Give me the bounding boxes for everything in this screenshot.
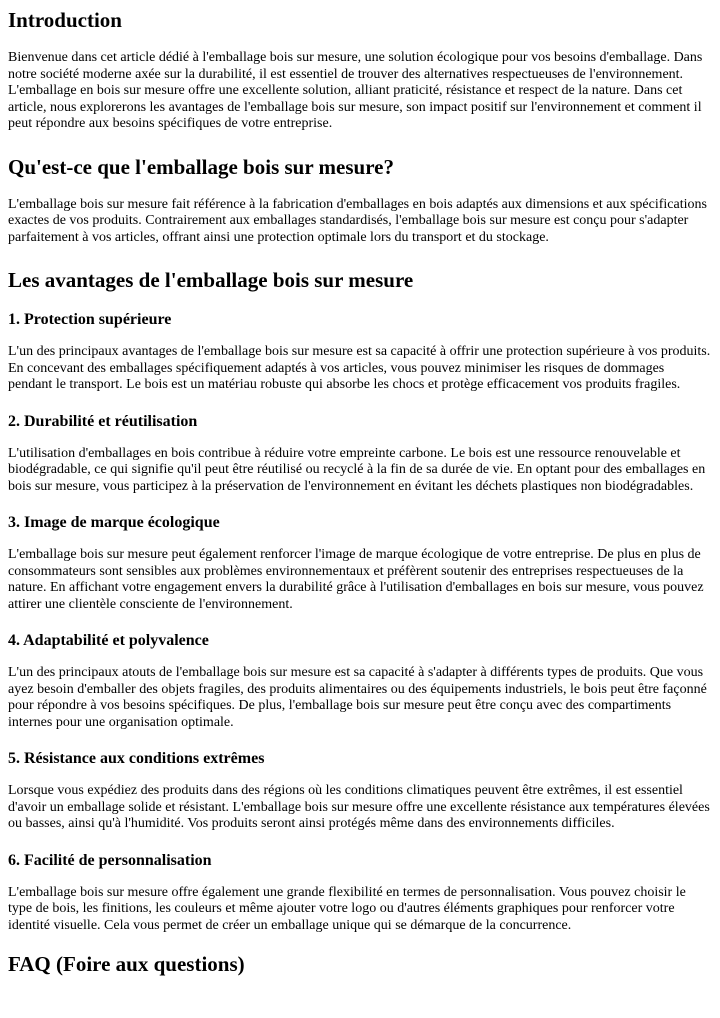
advantage-paragraph: L'emballage bois sur mesure offre également une grande flexibilité en termes de personnalisation. Vous pouvez choisir le type de bois, les finitions, les couleurs et même ajouter votre logo ou d'autres éléments graphiques pour renforcer votre identité visuelle. Cela vous permet de créer un emballage unique qui se démarque de la concurrence. (8, 884, 686, 933)
intro-section (8, 0, 712, 133)
advantage-heading: 3. Image de marque écologique (8, 514, 220, 531)
advantage-item (8, 749, 712, 833)
advantage-heading: 6. Facilité de personnalisation (8, 851, 212, 869)
advantage-paragraph: L'un des principaux avantages de l'emballage bois sur mesure est sa capacité à offrir une protection supérieure à vos produits. En concevant des emballages spécifiquement adaptés à vos articles, vous pouvez minimiser les risques de dommages pendant le transport. Le bois est un matériau robuste qui absorbe les chocs et protège efficacement vos produits fragiles. (8, 344, 711, 392)
advantage-item (8, 513, 712, 613)
advantage-item (8, 310, 712, 394)
definition-section (8, 155, 712, 247)
advantage-heading: 2. Durabilité et réutilisation (8, 412, 198, 430)
advantages-heading: Les avantages de l'emballage bois sur mesure (8, 268, 414, 292)
intro-heading: Introduction (8, 8, 122, 32)
advantage-heading: 1. Protection supérieure (8, 311, 172, 328)
definition-paragraph: L'emballage bois sur mesure fait référence à la fabrication d'emballages en bois adaptés aux dimensions et aux spécifications exactes de vos produits. Contrairement aux emballages standardisés, l'emballage bois sur mesure est conçu pour s'adapter parfaitement à vos articles, offrant ainsi une protection optimale lors du transport et du stockage. (8, 196, 707, 245)
advantage-item (8, 851, 712, 935)
advantage-item (8, 631, 712, 731)
advantages-section (8, 268, 712, 934)
advantage-heading: 4. Adaptabilité et polyvalence (8, 632, 209, 649)
advantage-heading: 5. Résistance aux conditions extrêmes (8, 750, 265, 767)
intro-paragraph: Bienvenue dans cet article dédié à l'emballage bois sur mesure, une solution écologique pour vos besoins d'emballage. Dans notre société moderne axée sur la durabilité, il est essentiel de trouver des alternatives respectueuses de l'environnement. L'emballage en bois sur mesure offre une excellente solution, alliant praticité, résistance et respect de la nature. Dans cet article, nous explorerons les avantages de l'emballage bois sur mesure, son impact positif sur l'environnement et comment il peut répondre aux besoins spécifiques de votre entreprise. (8, 50, 703, 131)
faq-heading: FAQ (Foire aux questions) (8, 952, 245, 976)
advantage-paragraph: L'utilisation d'emballages en bois contribue à réduire votre empreinte carbone. Le bois est une ressource renouvelable et biodégradable, ce qui signifie qu'il peut être réutilisé ou recyclé à la fin de sa durée de vie. En optant pour des emballages en bois sur mesure, vous participez à la préservation de l'environnement en évitant les déchets plastiques non biodégradables. (8, 445, 706, 494)
faq-section (8, 952, 712, 976)
advantage-paragraph: L'un des principaux atouts de l'emballage bois sur mesure est sa capacité à s'adapter à différents types de produits. Que vous ayez besoin d'emballer des objets fragiles, des produits alimentaires ou des équipements industriels, le bois peut être façonné pour répondre à vos besoins spécifiques. De plus, l'emballage bois sur mesure peut être conçu avec des compartiments internes pour une organisation optimale. (8, 665, 707, 730)
advantage-item (8, 412, 712, 496)
advantage-paragraph: Lorsque vous expédiez des produits dans des régions où les conditions climatiques peuvent être extrêmes, il est essentiel d'avoir un emballage solide et résistant. L'emballage bois sur mesure offre une excellente résistance aux températures élevées ou basses, ainsi qu'à l'humidité. Vos produits seront ainsi protégés même dans des environnements difficiles. (8, 783, 710, 831)
definition-heading: Qu'est-ce que l'emballage bois sur mesure? (8, 154, 394, 179)
advantage-paragraph: L'emballage bois sur mesure peut également renforcer l'image de marque écologique de votre entreprise. De plus en plus de consommateurs sont sensibles aux problèmes environnementaux et préfèrent soutenir des entreprises respectueuses de la nature. En affichant votre engagement envers la durabilité grâce à l'utilisation d'emballages en bois sur mesure, vous pouvez attirer une clientèle consciente de l'environnement. (8, 547, 704, 612)
